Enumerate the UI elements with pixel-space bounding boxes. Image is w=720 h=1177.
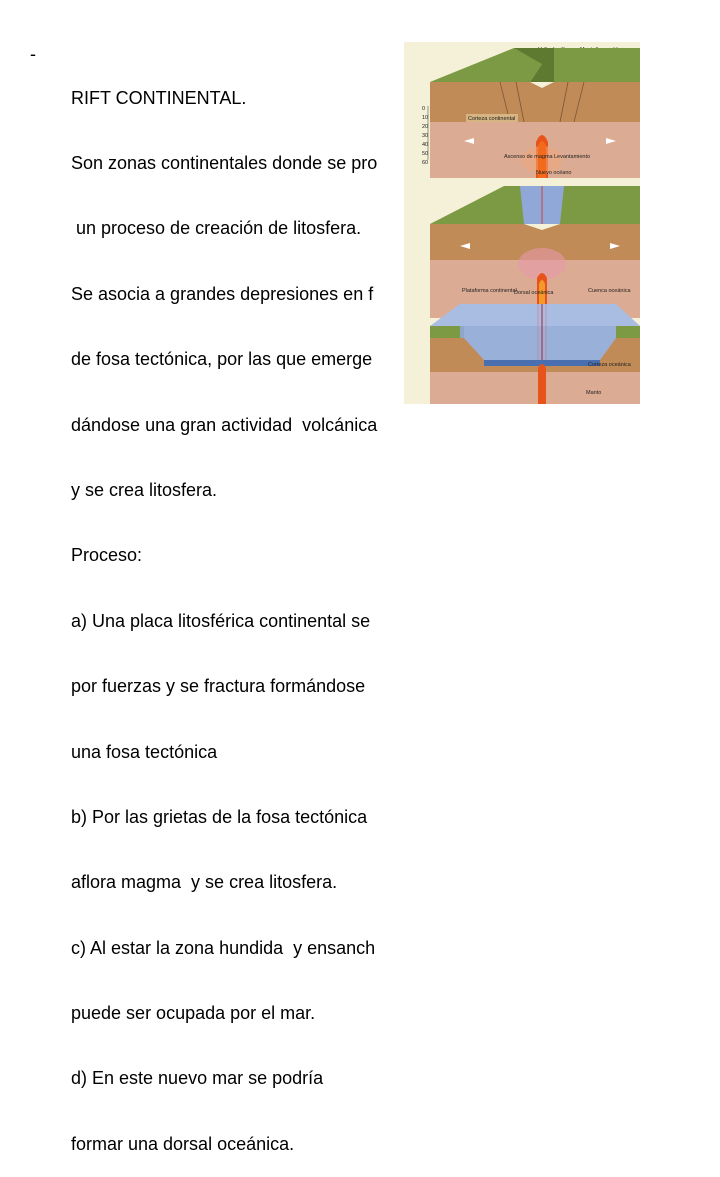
platform-right bbox=[616, 326, 640, 338]
text-line: una fosa tectónica bbox=[71, 741, 218, 762]
text-line: un proceso de creación de litosfera. bbox=[71, 218, 362, 239]
label-magma-ascent: Ascenso de magma bbox=[504, 154, 553, 160]
platform-left bbox=[430, 326, 464, 338]
text-line: Se asocia a grandes depresiones en f bbox=[71, 283, 374, 304]
text-line-title: RIFT CONTINENTAL. bbox=[71, 87, 247, 108]
label-new-ocean: Nuevo océano bbox=[536, 170, 572, 176]
depth-tick: 60 bbox=[422, 160, 429, 166]
text-line: puede ser ocupada por el mar. bbox=[71, 1003, 316, 1024]
text-line: Son zonas continentales donde se pro bbox=[71, 152, 378, 173]
bullet-marker: - bbox=[30, 44, 36, 64]
label-continental-crust: Corteza continental bbox=[468, 116, 516, 122]
depth-tick: 30 bbox=[422, 133, 429, 139]
depth-tick: 50 bbox=[422, 151, 429, 157]
ocean-surface bbox=[430, 304, 640, 326]
rift-diagram bbox=[404, 42, 640, 404]
depth-tick: 40 bbox=[422, 142, 429, 148]
text-line: y se crea litosfera. bbox=[71, 479, 218, 500]
text-line: Proceso: bbox=[71, 545, 143, 566]
text-line: formar una dorsal oceánica. bbox=[71, 1133, 295, 1154]
panel-1-rift-valley bbox=[422, 47, 640, 178]
depth-tick: 0 bbox=[422, 106, 426, 112]
depth-scale bbox=[422, 106, 428, 166]
label-ocean-ridge: Dorsal oceánica bbox=[514, 290, 554, 296]
magma-plume bbox=[538, 364, 546, 404]
depth-tick: 10 bbox=[422, 115, 429, 121]
text-line: de fosa tectónica, por las que emerge bbox=[71, 349, 373, 370]
label-continental-platform: Plataforma continental bbox=[462, 288, 517, 294]
text-line: dándose una gran actividad volcánica bbox=[71, 414, 378, 435]
text-line: b) Por las grietas de la fosa tectónica bbox=[71, 806, 368, 827]
label-mantle: Manto bbox=[586, 390, 602, 396]
text-line: c) Al estar la zona hundida y ensanch bbox=[71, 937, 376, 958]
label-uplift: Levantamiento bbox=[554, 154, 591, 160]
depth-tick: 20 bbox=[422, 124, 429, 130]
label-ocean-basin: Cuenca oceánica bbox=[588, 288, 631, 294]
mantle-layer bbox=[430, 372, 640, 404]
text-line: a) Una placa litosférica continental se bbox=[71, 610, 371, 631]
text-line: d) En este nuevo mar se podría bbox=[71, 1068, 324, 1089]
slide-text bbox=[71, 44, 431, 1177]
rift-diagram-svg bbox=[404, 42, 640, 404]
text-line: por fuerzas y se fractura formándose bbox=[71, 676, 366, 697]
label-oceanic-crust: Corteza oceánica bbox=[588, 362, 631, 368]
text-line: aflora magma y se crea litosfera. bbox=[71, 872, 338, 893]
